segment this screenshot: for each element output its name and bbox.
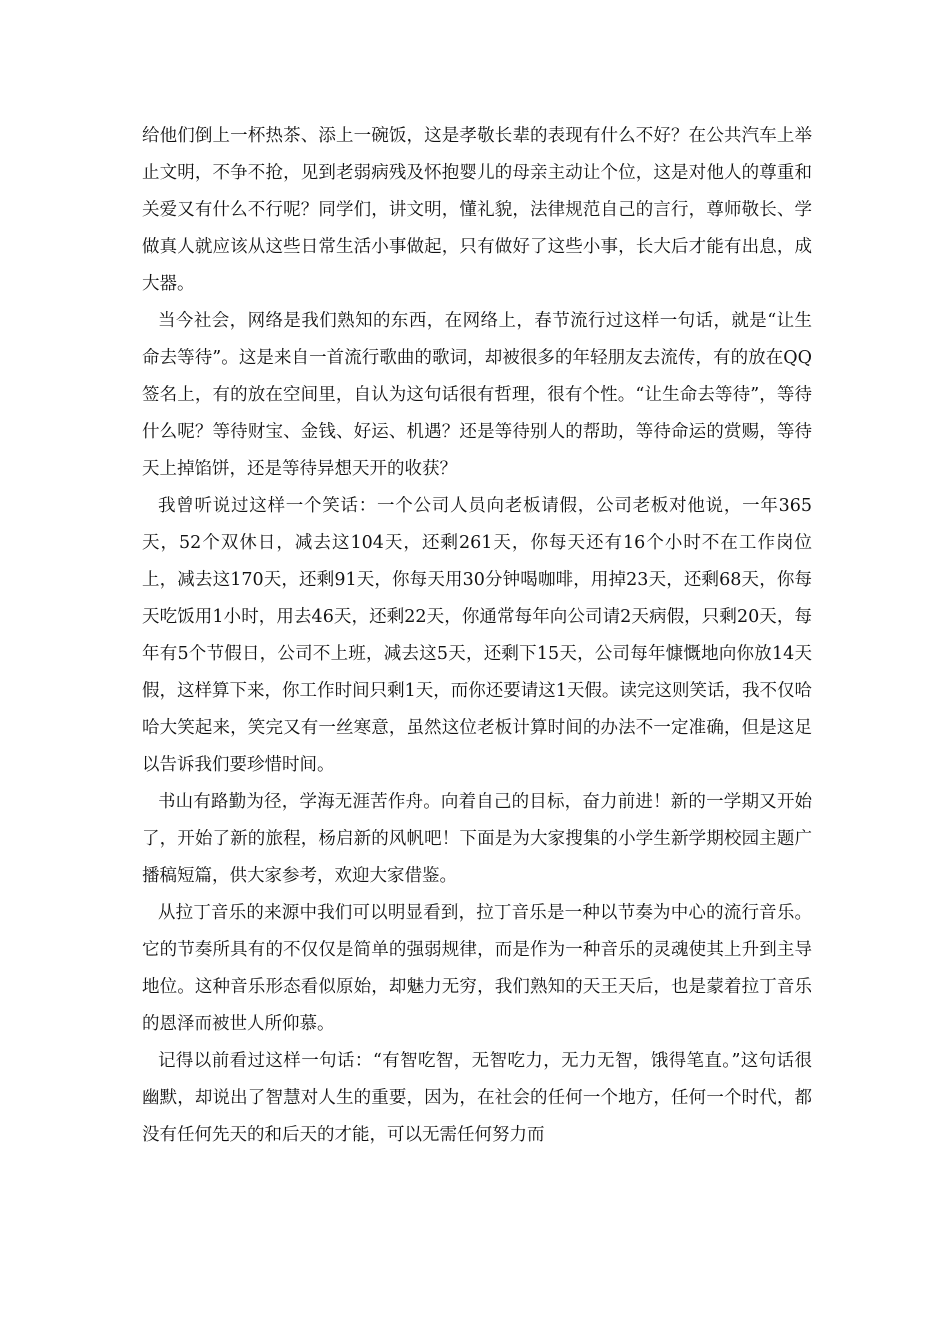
paragraph-joke: 我曾听说过这样一个笑话：一个公司人员向老板请假，公司老板对他说，一年365天，52个双休日，减去这104天，还剩261天，你每天还有16个小时不在工作岗位上，减去这170天，还剩91天，你每天用30分钟喝咖啡，用掉23天，还剩68天，你每天吃饭用1小时，用去46天，还剩22天，你通常每年向公司请2天病假，只剩20天，每年有5个节假日，公司不上班，减去这5天，还剩下15天，公司每年慷慨地向你放14天假，这样算下来，你工作时间只剩1天，而你还要请这1天假。读完这则笑话，我不仅哈哈大笑起来，笑完又有一丝寒意，虽然这位老板计算时间的办法不一定准确，但是这足以告诉我们要珍惜时间。 — [142, 496, 812, 775]
paragraph-courtesy: 给他们倒上一杯热茶、添上一碗饭，这是孝敬长辈的表现有什么不好？在公共汽车上举止文明，不争不抢，见到老弱病残及怀抱婴儿的母亲主动让个位，这是对他人的尊重和关爱又有什么不行呢？同学们，讲文明，懂礼貌，法律规范自己的言行，尊师敬长、学做真人就应该从这些日常生活小事做起，只有做好了这些小事，长大后才能有出息，成大器。 — [142, 126, 812, 294]
paragraph-new-term: 书山有路勤为径，学海无涯苦作舟。向着自己的目标，奋力前进！新的一学期又开始了，开始了新的旅程，杨启新的风帆吧！下面是为大家搜集的小学生新学期校园主题广播稿短篇，供大家参考，欢迎大家借鉴。 — [142, 792, 812, 886]
paragraph-waiting: 当今社会，网络是我们熟知的东西，在网络上，春节流行过这样一句话，就是“让生命去等待”。这是来自一首流行歌曲的歌词，却被很多的年轻朋友去流传，有的放在QQ签名上，有的放在空间里，自认为这句话很有哲理，很有个性。“让生命去等待”，等待什么呢？等待财宝、金钱、好运、机遇？还是等待别人的帮助，等待命运的赏赐，等待天上掉馅饼，还是等待异想天开的收获？ — [142, 311, 812, 479]
document-body — [142, 118, 812, 1154]
paragraph-wisdom: 记得以前看过这样一句话：“有智吃智，无智吃力，无力无智，饿得笔直。”这句话很幽默，却说出了智慧对人生的重要，因为，在社会的任何一个地方，任何一个时代，都没有任何先天的和后天的才能，可以无需任何努力而 — [142, 1051, 812, 1145]
paragraph-latin-music: 从拉丁音乐的来源中我们可以明显看到，拉丁音乐是一种以节奏为中心的流行音乐。它的节奏所具有的不仅仅是简单的强弱规律，而是作为一种音乐的灵魂使其上升到主导地位。这种音乐形态看似原始，却魅力无穷，我们熟知的天王天后，也是蒙着拉丁音乐的恩泽而被世人所仰慕。 — [142, 903, 812, 1034]
